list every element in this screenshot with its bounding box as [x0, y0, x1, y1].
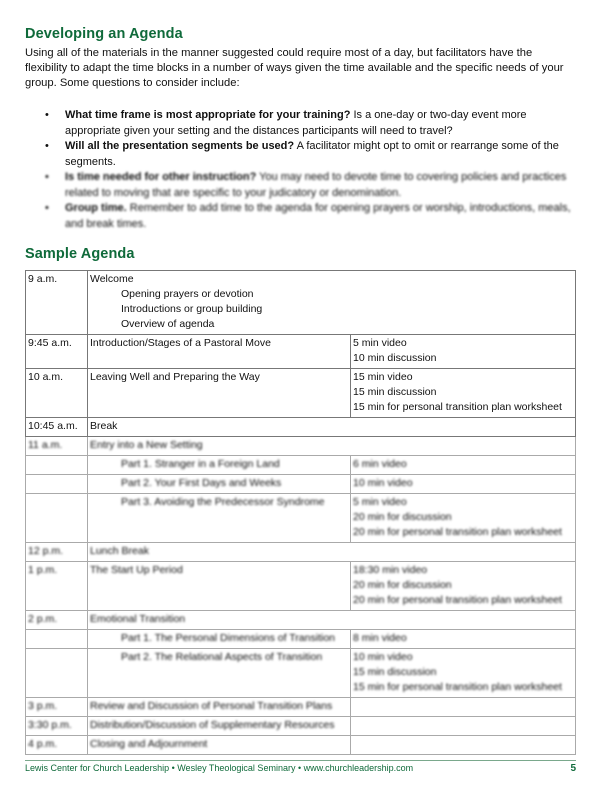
question-item	[25, 139, 577, 170]
agenda-time: 3 p.m.	[26, 698, 88, 717]
agenda-row	[26, 271, 576, 335]
agenda-duration: 15 min video 15 min discussion 15 min for personal transition plan worksheet	[351, 369, 576, 418]
agenda-row	[26, 475, 576, 494]
agenda-row	[26, 698, 576, 717]
agenda-activity: Leaving Well and Preparing the Way	[88, 369, 351, 418]
footer-text: Lewis Center for Church Leadership • Wesley Theological Seminary • www.churchleadership.com	[25, 763, 414, 773]
bullet-icon: •	[45, 202, 49, 214]
agenda-duration: 10 min video	[351, 475, 576, 494]
agenda-time	[26, 649, 88, 698]
agenda-time	[26, 475, 88, 494]
question-item	[25, 170, 577, 201]
agenda-activity: Review and Discussion of Personal Transition Plans	[88, 698, 351, 717]
agenda-activity: The Start Up Period	[88, 562, 351, 611]
question-text: You may need to devote time to covering policies and practices related to moving that are specific to your judicatory or denomination.	[65, 171, 567, 199]
agenda-time	[26, 494, 88, 543]
agenda-row	[26, 437, 576, 456]
agenda-time: 1 p.m.	[26, 562, 88, 611]
question-item	[25, 201, 577, 232]
agenda-table	[25, 270, 576, 755]
agenda-time: 9 a.m.	[26, 271, 88, 335]
agenda-row	[26, 418, 576, 437]
agenda-duration: 5 min video 20 min for discussion 20 min for personal transition plan worksheet	[351, 494, 576, 543]
question-item	[25, 108, 577, 139]
agenda-activity: Part 2. Your First Days and Weeks	[88, 475, 351, 494]
agenda-time	[26, 630, 88, 649]
agenda-row	[26, 543, 576, 562]
agenda-row	[26, 611, 576, 630]
agenda-activity: Part 1. The Personal Dimensions of Transition	[88, 630, 351, 649]
bullet-icon: •	[45, 109, 49, 121]
agenda-row	[26, 494, 576, 543]
agenda-row	[26, 562, 576, 611]
agenda-row	[26, 456, 576, 475]
question-bold: What time frame is most appropriate for your training?	[65, 109, 351, 121]
agenda-row	[26, 736, 576, 755]
footer-divider	[25, 760, 576, 761]
question-bold: Group time.	[65, 202, 127, 214]
question-text: A facilitator might opt to omit or rearrange some of the segments.	[65, 140, 559, 168]
question-text: Remember to add time to the agenda for opening prayers or worship, introductions, meals, and break times.	[65, 202, 571, 230]
agenda-time: 10 a.m.	[26, 369, 88, 418]
agenda-activity: Distribution/Discussion of Supplementary Resources	[88, 717, 351, 736]
agenda-row	[26, 717, 576, 736]
agenda-duration: 8 min video	[351, 630, 576, 649]
agenda-activity: Lunch Break	[88, 543, 576, 562]
intro-paragraph: Using all of the materials in the manner suggested could require most of a day, but facilitators have the flexibility to adapt the time blocks in a number of ways given the time available and the specific needs of your group. Some questions to consider include:	[25, 47, 564, 89]
agenda-time	[26, 456, 88, 475]
agenda-duration	[351, 717, 576, 736]
agenda-time: 2 p.m.	[26, 611, 88, 630]
section-heading-sample-agenda: Sample Agenda	[25, 246, 135, 262]
agenda-duration: 5 min video 10 min discussion	[351, 335, 576, 369]
question-bold: Is time needed for other instruction?	[65, 171, 257, 183]
bullet-icon: •	[45, 140, 49, 152]
agenda-activity: Part 2. The Relational Aspects of Transition	[88, 649, 351, 698]
agenda-time: 3:30 p.m.	[26, 717, 88, 736]
agenda-activity: Part 3. Avoiding the Predecessor Syndrome	[88, 494, 351, 543]
section-heading-developing-agenda: Developing an Agenda	[25, 26, 183, 42]
footer	[25, 763, 576, 773]
agenda-duration: 10 min video 15 min discussion 15 min for personal transition plan worksheet	[351, 649, 576, 698]
agenda-row	[26, 369, 576, 418]
agenda-duration	[351, 698, 576, 717]
agenda-duration: 18:30 min video 20 min for discussion 20 min for personal transition plan worksheet	[351, 562, 576, 611]
agenda-activity: Part 1. Stranger in a Foreign Land	[88, 456, 351, 475]
agenda-row	[26, 649, 576, 698]
agenda-activity: Emotional Transition	[88, 611, 576, 630]
bullet-icon: •	[45, 171, 49, 183]
agenda-activity: Closing and Adjournment	[88, 736, 351, 755]
agenda-time: 9:45 a.m.	[26, 335, 88, 369]
page-number: 5	[570, 763, 576, 774]
agenda-duration	[351, 736, 576, 755]
agenda-activity: Welcome Opening prayers or devotion Introductions or group building Overview of agenda	[88, 271, 576, 335]
agenda-subitem: Introductions or group building	[121, 303, 263, 315]
agenda-activity: Break	[88, 418, 576, 437]
agenda-time: 12 p.m.	[26, 543, 88, 562]
agenda-subitem: Overview of agenda	[121, 318, 215, 330]
agenda-row	[26, 335, 576, 369]
question-bold: Will all the presentation segments be used?	[65, 140, 295, 152]
agenda-duration: 6 min video	[351, 456, 576, 475]
agenda-time: 10:45 a.m.	[26, 418, 88, 437]
agenda-activity: Entry into a New Setting	[88, 437, 576, 456]
agenda-time: 11 a.m.	[26, 437, 88, 456]
agenda-time: 4 p.m.	[26, 736, 88, 755]
agenda-activity: Introduction/Stages of a Pastoral Move	[88, 335, 351, 369]
questions-list	[25, 108, 577, 232]
agenda-subitem: Opening prayers or devotion	[121, 288, 254, 300]
question-text: Is a one-day or two-day event more appropriate given your setting and the distances participants will need to travel?	[65, 109, 527, 137]
agenda-row	[26, 630, 576, 649]
